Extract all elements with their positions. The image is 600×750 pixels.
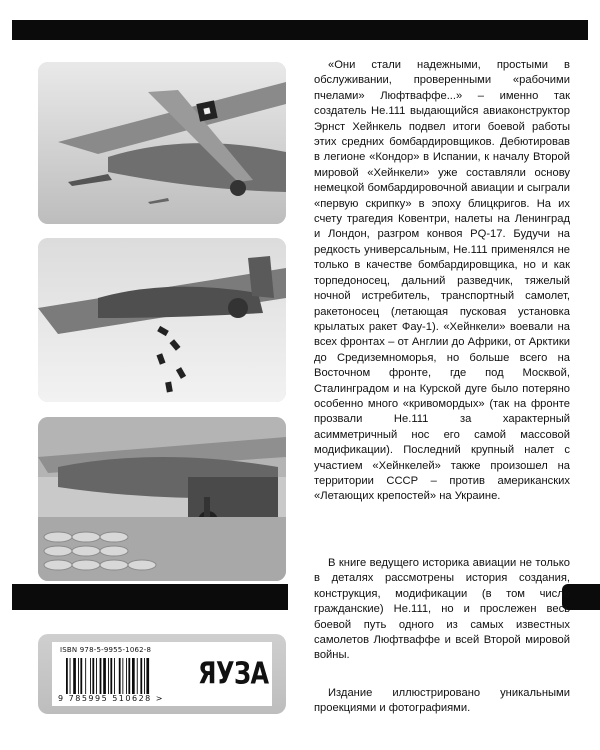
barcode-bar	[85, 658, 86, 694]
heinkel-bomb-drop-image	[38, 238, 286, 402]
barcode-bar	[137, 658, 138, 694]
barcode-bar	[132, 658, 135, 694]
barcode-bar	[108, 658, 109, 694]
photo-heinkel-formation	[38, 62, 286, 224]
barcode-bars	[66, 658, 176, 698]
photo-heinkel-airfield	[38, 417, 286, 581]
isbn-label: ISBN 978-5-9955-1062-8	[60, 646, 152, 654]
barcode-bar	[146, 658, 149, 694]
middle-black-band	[12, 584, 288, 610]
ean-digits: 9 785995 510628 >	[58, 694, 164, 703]
barcode-bar	[92, 658, 94, 694]
heinkel-formation-image	[38, 62, 286, 224]
blurb-paragraph-2: В книге ведущего историка авиации не только в деталях рассмотрены история создания, конструкция, модификации (в том числе гражданские) He.111, но и прослежен весь боевой путь одного из самых известных самолетов Люфтваффе и всей Второй мировой войны.	[314, 557, 570, 662]
barcode-bar	[128, 658, 130, 694]
heinkel-airfield-image	[38, 417, 286, 581]
barcode-bar	[96, 658, 97, 694]
barcode-bar	[119, 658, 121, 694]
barcode-bar	[66, 658, 68, 694]
barcode-bar	[100, 658, 102, 694]
barcode-bar	[140, 658, 142, 694]
barcode-bar	[126, 658, 127, 694]
barcode-bar	[78, 658, 79, 694]
publisher-logo: ЯУЗА	[198, 656, 269, 691]
blurb-paragraph-1: «Они стали надежными, простыми в обслуживании, проверенными «рабочими пчелами» Люфтваффе...» – именно так создатель He.111 выдающийся авиаконструктор Эрнст Хейнкель подвел итоги боевой работы этих средних бомбардировщиков. Дебютировав в легионе «Кондор» в Испании, к началу Второй мировой «Хейнкели» уже составляли основу немецкой бомбардировочной авиации и сыграли «первую скрипку» в эпоху блицкригов. На их счету трагедия Ковентри, налеты на Ленинград и Лондон, разгром конвоя PQ-17. Будучи на редкость универсальным, He.111 применялся не только в качестве бомбардировщика, но и как торпедоносец, дальний разведчик, тяжелый ночной истребитель, транспортный самолет, ракетоносец (летающая пусковая установка крылатых ракет Фау-1). «Хейнкели» воевали на всех фронтах – от Англии до Африки, от Арктики до Средиземноморья, но больше всего на Восточном фронте, где под Москвой, Сталинградом и на Курской дуге было потеряно особенно много «кривомордых» (так на фронте прозвали He.111 за характерный асимметричный нос его самой массовой модификации). Последний крупный налет с участием «Хейнкелей» также произошел на территории СССР – против американских «Летающих крепостей» на Украине.	[314, 59, 570, 503]
barcode-bar	[110, 658, 112, 694]
blurb-paragraph-3: Издание иллюстрировано уникальными проекциями и фотографиями.	[314, 687, 570, 715]
photo-heinkel-bomb-drop	[38, 238, 286, 402]
barcode-bar	[122, 658, 123, 694]
barcode-bar	[80, 658, 82, 694]
barcode-bar	[90, 658, 91, 694]
barcode-bar	[144, 658, 145, 694]
barcode-box	[52, 642, 272, 706]
barcode-bar	[73, 658, 76, 694]
barcode-panel	[38, 634, 286, 714]
barcode-bar	[114, 658, 115, 694]
top-black-band	[12, 20, 588, 40]
barcode-bar	[70, 658, 71, 694]
barcode-bar	[103, 658, 106, 694]
